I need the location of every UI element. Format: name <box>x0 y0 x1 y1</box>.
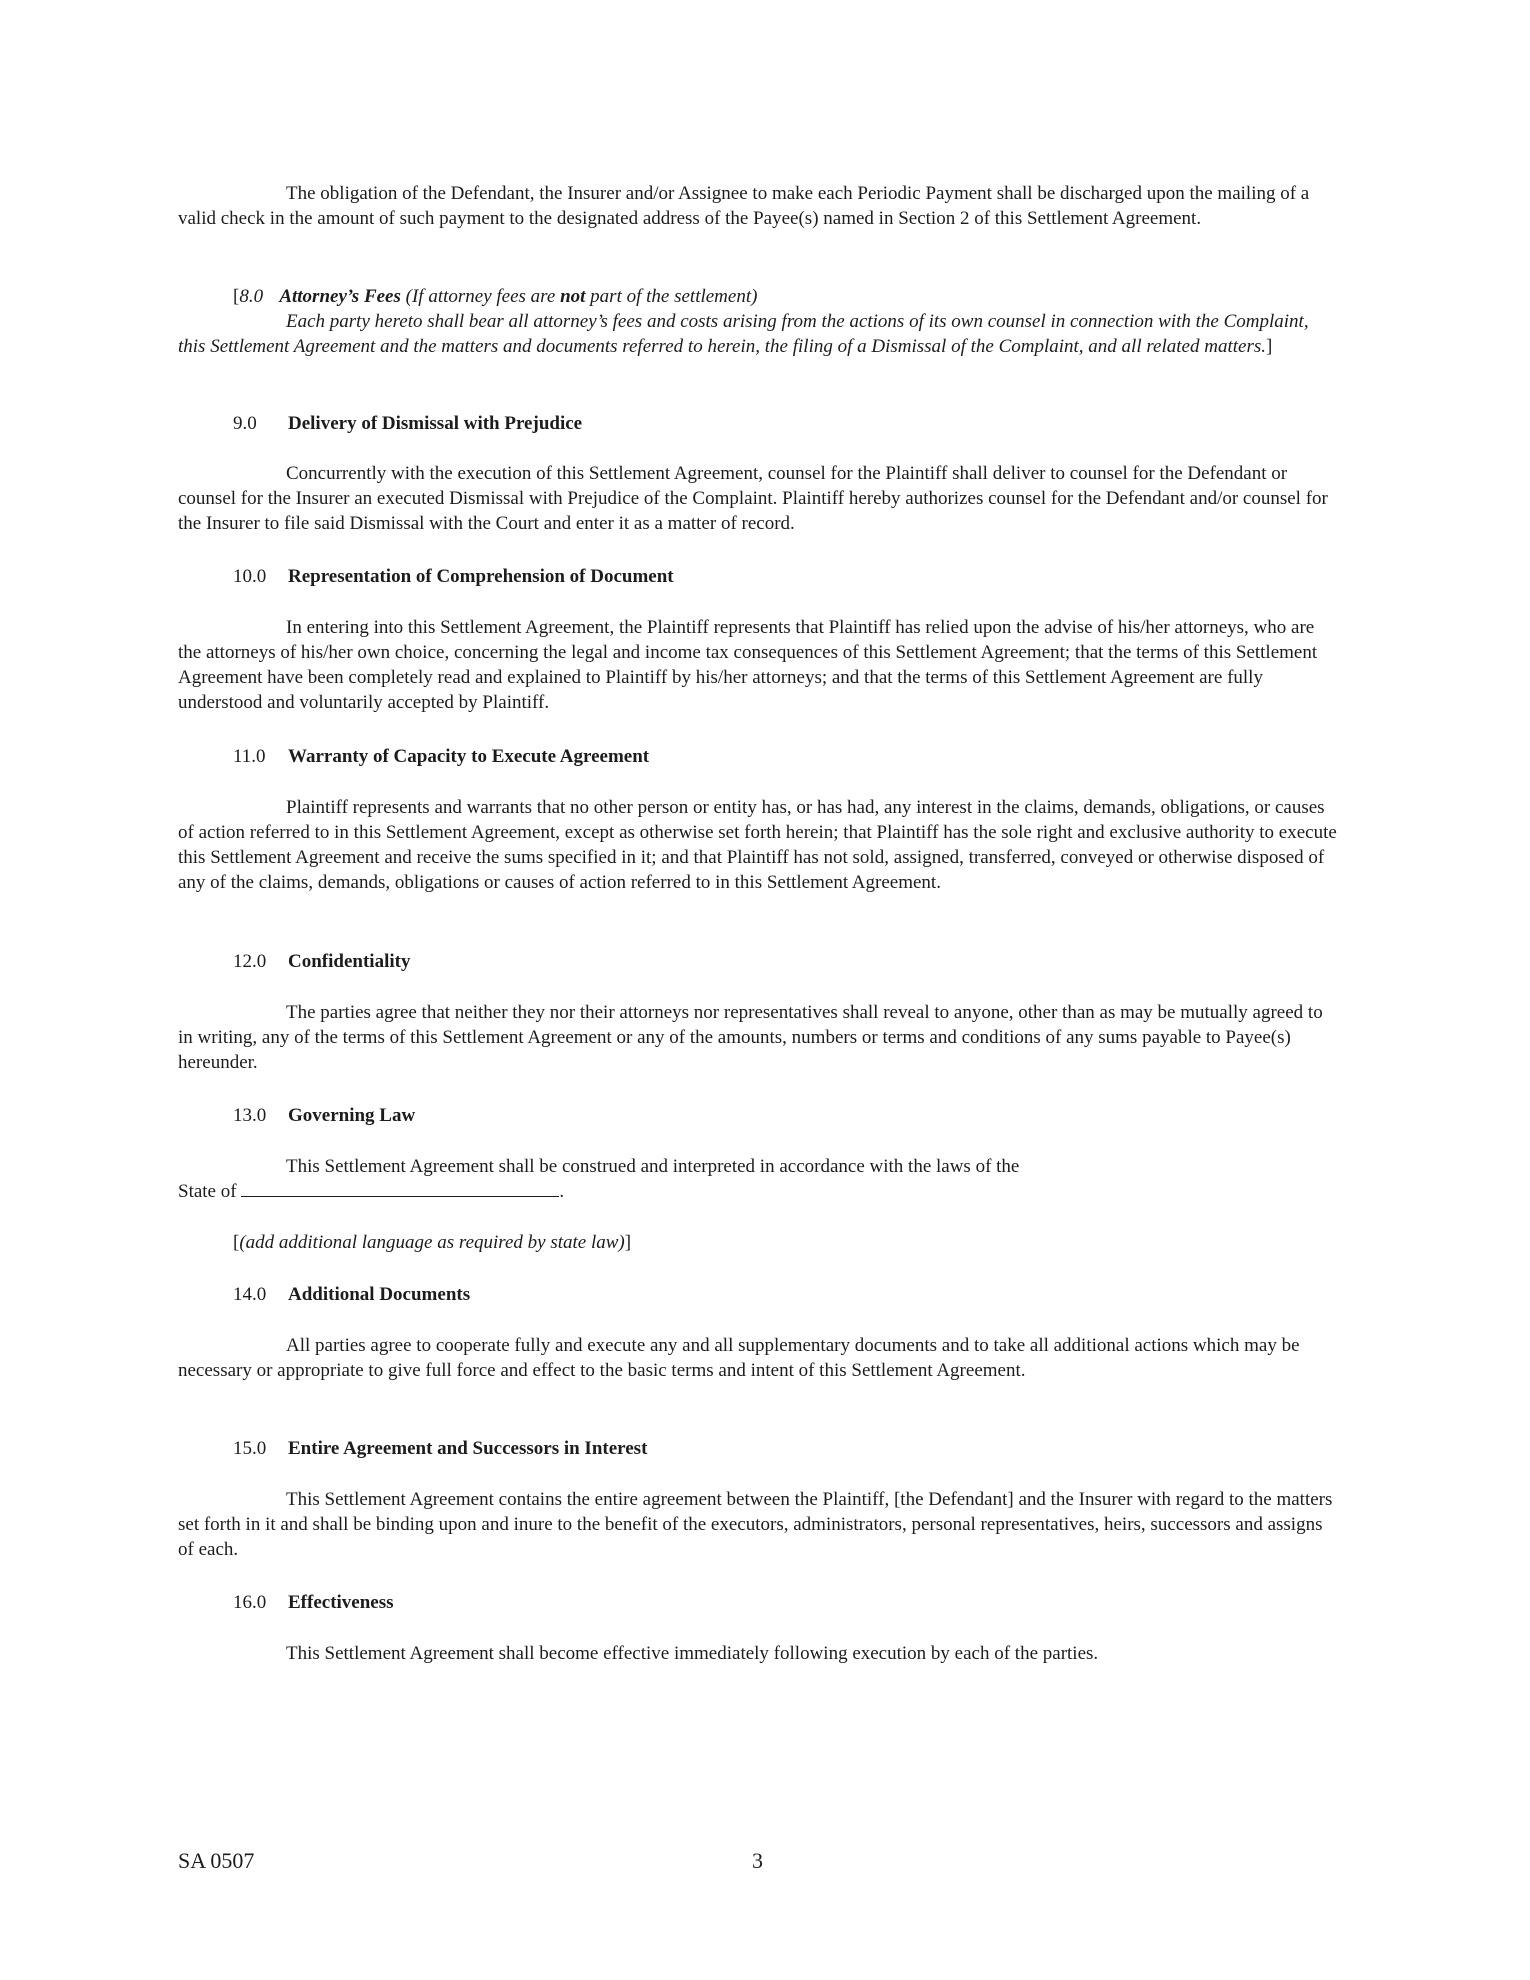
section-15 <box>178 1436 1338 1461</box>
section-8-note-close: part of the settlement) <box>585 286 758 307</box>
section-10-body: In entering into this Settlement Agreement, the Plaintiff represents that Plaintiff has relied upon the advise of his/her attorneys, who are the attorneys of his/her own choice, concerning the legal and income tax consequences of this Settlement Agreement; that the terms of this Settlement Agreement have been completely read and explained to Plaintiff by his/her attorneys; and that the terms of this Settlement Agreement are fully understood and voluntarily accepted by Plaintiff. <box>178 617 1318 713</box>
section-16-body: This Settlement Agreement shall become effective immediately following execution by each of the parties. <box>286 1643 1099 1664</box>
section-13-heading <box>178 1103 1338 1128</box>
section-11-number: 11.0 <box>233 746 266 767</box>
section-13-number: 13.0 <box>233 1105 267 1126</box>
section-12 <box>178 949 1338 974</box>
section-10-number: 10.0 <box>233 566 267 587</box>
section-9-heading <box>178 411 1338 436</box>
section-12-title: Confidentiality <box>288 951 411 972</box>
intro-paragraph: The obligation of the Defendant, the Insurer and/or Assignee to make each Periodic Payment shall be discharged upon the mailing of a valid check in the amount of such payment to the designated address of the Payee(s) named in Section 2 of this Settlement Agreement. <box>178 183 1310 229</box>
section-13-note-open: [ <box>233 1232 240 1253</box>
section-10-heading <box>178 564 1338 589</box>
section-11-heading <box>178 744 1338 769</box>
section-14-number: 14.0 <box>233 1284 267 1305</box>
footer-page-number: 3 <box>752 1848 763 1873</box>
section-12-body: The parties agree that neither they nor their attorneys nor representatives shall reveal to anyone, other than as may be mutually agreed to in writing, any of the terms of this Settlement Agreement or any of the amounts, numbers or terms and conditions of any sums payable to Payee(s) hereunder. <box>178 1002 1323 1073</box>
section-10-body-block <box>178 615 1338 715</box>
section-13-note <box>233 1230 1338 1255</box>
section-8-number: 8.0 <box>239 286 264 307</box>
section-8-bracket-close: ] <box>1265 336 1273 357</box>
section-8-bracket-open: [ <box>233 286 240 307</box>
section-15-number: 15.0 <box>233 1438 267 1459</box>
section-14-title: Additional Documents <box>288 1284 471 1305</box>
section-9-number: 9.0 <box>233 413 257 434</box>
section-10-title: Representation of Comprehension of Document <box>288 566 674 587</box>
footer-document-code: SA 0507 <box>178 1848 255 1873</box>
section-15-body: This Settlement Agreement contains the entire agreement between the Plaintiff, [the Defendant] and the Insurer with regard to the matters set forth in it and shall be binding upon and inure to the benefit of the executors, administrators, personal representatives, heirs, successors and assigns of each. <box>178 1489 1333 1560</box>
section-8-heading <box>233 284 1338 309</box>
section-11 <box>178 744 1338 769</box>
section-16 <box>178 1590 1338 1615</box>
section-11-title: Warranty of Capacity to Execute Agreement <box>288 746 650 767</box>
section-12-heading <box>178 949 1338 974</box>
section-13-state-label: State of <box>178 1181 237 1202</box>
section-9-body: Concurrently with the execution of this Settlement Agreement, counsel for the Plaintiff shall deliver to counsel for the Defendant or counsel for the Insurer an executed Dismissal with Prejudice of the Complaint. Plaintiff hereby authorizes counsel for the Defendant and/or counsel for the Insurer to file said Dismissal with the Court and enter it as a matter of record. <box>178 463 1328 534</box>
section-16-number: 16.0 <box>233 1592 267 1613</box>
section-8-note-bold: not <box>560 286 586 307</box>
section-13-title: Governing Law <box>288 1105 416 1126</box>
section-13 <box>178 1103 1338 1128</box>
section-14-heading <box>178 1282 1338 1307</box>
section-13-state-end: . <box>559 1181 565 1202</box>
state-blank-line <box>241 1180 559 1197</box>
section-9 <box>178 411 1338 436</box>
section-16-body-block <box>178 1641 1338 1666</box>
section-13-body-block <box>178 1154 1338 1204</box>
section-10 <box>178 564 1338 589</box>
section-11-body: Plaintiff represents and warrants that no other person or entity has, or has had, any interest in the claims, demands, obligations, or causes of action referred to in this Settlement Agreement, except as otherwise set forth herein; that Plaintiff has the sole right and exclusive authority to execute this Settlement Agreement and receive the sums specified in it; and that Plaintiff has not sold, assigned, transferred, conveyed or otherwise disposed of any of the claims, demands, obligations or causes of action referred to in this Settlement Agreement. <box>178 797 1337 893</box>
section-9-title: Delivery of Dismissal with Prejudice <box>288 413 583 434</box>
section-15-body-block <box>178 1487 1338 1562</box>
section-12-body-block <box>178 1000 1338 1075</box>
section-14-body-block <box>178 1333 1338 1383</box>
section-8-body <box>178 309 1338 359</box>
section-15-heading <box>178 1436 1338 1461</box>
section-13-state-line <box>178 1179 1338 1204</box>
section-8-title: Attorney’s Fees <box>279 286 401 307</box>
section-13-note-block <box>178 1230 1338 1255</box>
section-12-number: 12.0 <box>233 951 267 972</box>
section-16-heading <box>178 1590 1338 1615</box>
section-13-note-close: ] <box>624 1232 632 1253</box>
section-15-title: Entire Agreement and Successors in Interest <box>288 1438 648 1459</box>
section-13-note-text: (add additional language as required by state law) <box>239 1232 625 1253</box>
section-11-body-block <box>178 795 1338 895</box>
section-14-body: All parties agree to cooperate fully and execute any and all supplementary documents and to take all additional actions which may be necessary or appropriate to give full force and effect to the basic terms and intent of this Settlement Agreement. <box>178 1335 1300 1381</box>
section-8 <box>178 284 1338 359</box>
section-9-body-block <box>178 461 1338 536</box>
section-13-body: This Settlement Agreement shall be construed and interpreted in accordance with the laws of the <box>286 1156 1020 1177</box>
section-16-title: Effectiveness <box>288 1592 394 1613</box>
section-14 <box>178 1282 1338 1307</box>
section-8-note-open: (If attorney fees are <box>405 286 561 307</box>
section-8-body-text: Each party hereto shall bear all attorney’s fees and costs arising from the actions of its own counsel in connection with the Complaint, this Settlement Agreement and the matters and documents referred to herein, the filing of a Dismissal of the Complaint, and all related matters. <box>178 311 1309 357</box>
intro-paragraph-block <box>178 181 1338 231</box>
